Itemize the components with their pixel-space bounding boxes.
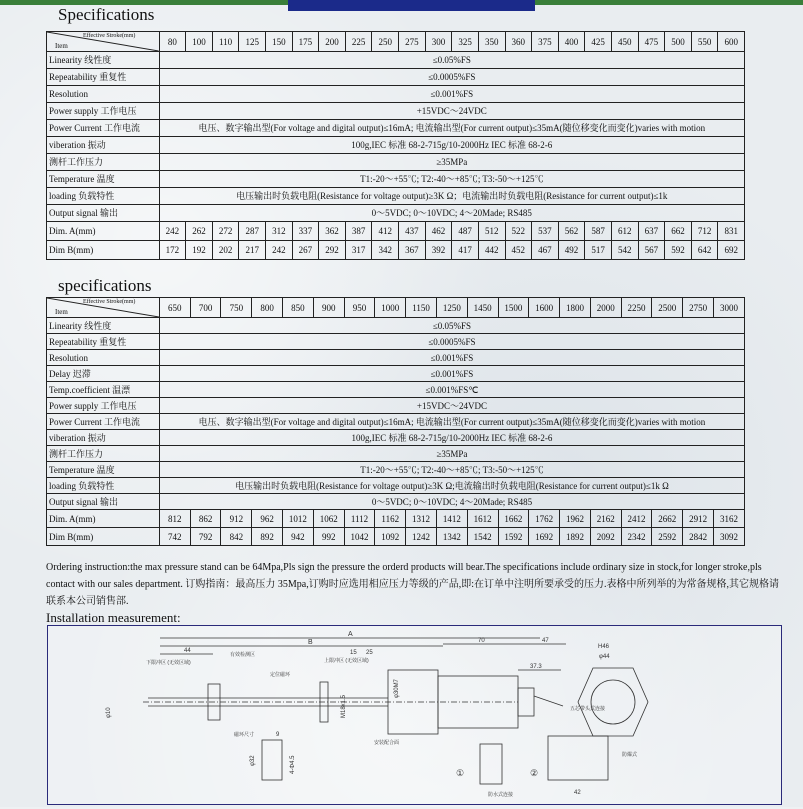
- dim-b-label: Dim B(mm): [47, 528, 160, 546]
- spec-row-value: ≤0.05%FS: [159, 318, 744, 334]
- dim-b-value: 1542: [467, 528, 498, 546]
- explosion-label: 防爆式: [622, 752, 638, 758]
- spec-row-label: Repeatability 重复性: [47, 69, 160, 86]
- stroke-value: 80: [159, 32, 186, 52]
- waterproof-label: 防水式连接: [488, 792, 514, 798]
- stroke-value: 450: [611, 32, 638, 52]
- spec-row-value: ≤0.0005%FS: [159, 334, 744, 350]
- dim-a-value: 1762: [529, 510, 560, 528]
- dim-b-value: 392: [425, 241, 452, 260]
- dim-a-value: 812: [159, 510, 190, 528]
- dim-m18-text: M18x1.5: [341, 694, 347, 718]
- dim-a-value: 662: [665, 222, 692, 241]
- dim-b-value: 592: [665, 241, 692, 260]
- spec-row-label: Output signal 输出: [47, 205, 160, 222]
- spec-row-value: 100g,IEC 标准 68-2-715g/10-2000Hz IEC 标准 68-2-6: [159, 137, 744, 154]
- spec-row-label: Temp.coefficient 温漂: [47, 382, 160, 398]
- dim-a-value: 1112: [344, 510, 375, 528]
- dim-b-label: Dim B(mm): [47, 241, 160, 260]
- dim-a-value: 412: [372, 222, 399, 241]
- stroke-value: 500: [665, 32, 692, 52]
- stroke-value: 2000: [590, 298, 621, 318]
- ordering-note: Ordering instruction:the max pressure stand can be 64Mpa,Pls sign the pressure the orderd products will bear.The specifications include ordinary size in stock,for longer stroke,pls contact with our sales department. 订购指南：最高压力 35Mpa,订购时应选用相应压力等级的产品,即:在订单中注明所要承受的压力.表格中所列举的为常备规格,其它规格请联系本公司销售部.: [46, 562, 780, 607]
- dim-b-value: 942: [283, 528, 314, 546]
- dim-a-value: 242: [159, 222, 186, 241]
- spec-row-label: 测杆工作压力: [47, 154, 160, 171]
- spec-table-1: [46, 31, 745, 260]
- dim-a-value: 272: [212, 222, 239, 241]
- stroke-value: 550: [691, 32, 718, 52]
- spec-row-label: viberation 振动: [47, 137, 160, 154]
- spec-row-label: viberation 振动: [47, 430, 160, 446]
- stroke-value: 300: [425, 32, 452, 52]
- stroke-value: 2500: [652, 298, 683, 318]
- stroke-value: 250: [372, 32, 399, 52]
- cable: [534, 696, 563, 706]
- dim-b-value: 492: [558, 241, 585, 260]
- connector-2: [548, 736, 608, 780]
- spec-row-value: ≤0.0005%FS: [159, 69, 744, 86]
- spec-row-value: 电压、数字输出型(For voltage and digital output)≤16mA; 电流输出型(For current output)≤35mA(随位移变化而变化)varies with motion: [159, 120, 744, 137]
- magnet-ring-size-label: 磁环尺寸: [234, 732, 255, 738]
- section1-title: Specifications: [58, 5, 155, 24]
- dim-a-value: 337: [292, 222, 319, 241]
- effective-stroke-label: Effective Stroke(mm): [83, 33, 136, 39]
- spec-row-value: 电压、数字输出型(For voltage and digital output)≤16mA; 电流输出型(For current output)≤35mA(随位移变化而变化)varies with motion: [159, 414, 744, 430]
- dim-a-value: 2162: [590, 510, 621, 528]
- dim-a-value: 912: [221, 510, 252, 528]
- dim-b-value: 267: [292, 241, 319, 260]
- stroke-value: 700: [190, 298, 221, 318]
- stroke-value: 950: [344, 298, 375, 318]
- dim-45-text: 4-Φ4.5: [290, 755, 296, 774]
- spec-row-value: T1:-20～+55℃; T2:-40～+85℃; T3:-50～+125℃: [159, 171, 744, 188]
- spec-row-label: Linearity 线性度: [47, 318, 160, 334]
- stroke-value: 125: [239, 32, 266, 52]
- dim-b-value: 1692: [529, 528, 560, 546]
- spec-table-2: [46, 297, 745, 546]
- stroke-value: 110: [212, 32, 239, 52]
- dim-a-value: 562: [558, 222, 585, 241]
- dim-32-text: φ32: [250, 755, 256, 766]
- stroke-value: 1500: [498, 298, 529, 318]
- connector: [518, 688, 534, 716]
- spec-row-label: Power supply 工作电压: [47, 398, 160, 414]
- dim-25-text: 25: [366, 650, 373, 656]
- dim-b-value: 567: [638, 241, 665, 260]
- spec-row-label: Resolution: [47, 350, 160, 366]
- dim-a-value: 522: [505, 222, 532, 241]
- dim-b-value: 242: [266, 241, 293, 260]
- stroke-value: 225: [345, 32, 372, 52]
- top-blue-tab: [288, 0, 535, 11]
- dim-a-value: 2662: [652, 510, 683, 528]
- spec-row-value: T1:-20～+55℃; T2:-40～+85℃; T3:-50～+125℃: [159, 462, 744, 478]
- spec-row-label: 测杆工作压力: [47, 446, 160, 462]
- dim-a-value: 512: [478, 222, 505, 241]
- item-label: Item: [55, 308, 68, 316]
- dim-a-value: 312: [266, 222, 293, 241]
- dim-b-value: 172: [159, 241, 186, 260]
- spec-row-value: 100g,IEC 标准 68-2-715g/10-2000Hz IEC 标准 68-2-6: [159, 430, 744, 446]
- stroke-value: 900: [313, 298, 344, 318]
- dim-a-value: 462: [425, 222, 452, 241]
- stroke-value: 1150: [406, 298, 437, 318]
- dim-b-value: 1592: [498, 528, 529, 546]
- dim-b-value: 2842: [683, 528, 714, 546]
- dim-a-value: 287: [239, 222, 266, 241]
- dim-b-value: 842: [221, 528, 252, 546]
- spec-row-label: Temperature 温度: [47, 171, 160, 188]
- dim-b-value: 292: [319, 241, 346, 260]
- spec-row-value: ≤0.05%FS: [159, 52, 744, 69]
- dim-b-value: 1892: [560, 528, 591, 546]
- dim-a-value: 612: [611, 222, 638, 241]
- dim-a-value: 1962: [560, 510, 591, 528]
- dim-b-value: 2592: [652, 528, 683, 546]
- stroke-value: 1000: [375, 298, 406, 318]
- stroke-value: 2250: [621, 298, 652, 318]
- dim-a-label: Dim. A(mm): [47, 222, 160, 241]
- dim-phi30-text: φ30M7: [394, 679, 400, 698]
- dim-47-text: 47: [542, 638, 549, 644]
- dim-a-value: 587: [585, 222, 612, 241]
- dim-b-value: 992: [313, 528, 344, 546]
- spec-row-label: Repeatability 重复性: [47, 334, 160, 350]
- stroke-value: 350: [478, 32, 505, 52]
- dim-a-value: 1162: [375, 510, 406, 528]
- stroke-value: 750: [221, 298, 252, 318]
- dim-b-value: 1092: [375, 528, 406, 546]
- table2-header-cell: [47, 298, 160, 318]
- spec-row-value: ≤0.001%FS℃: [159, 382, 744, 398]
- spec-row-label: Power Current 工作电流: [47, 414, 160, 430]
- spec-row-label: Output signal 输出: [47, 494, 160, 510]
- spec-row-value: 电压输出时负载电阻(Resistance for voltage output)≥3K Ω;电流输出时负载电阻(Resistance for current output)≤1k Ω: [159, 478, 744, 494]
- dim-h46-text: H46: [598, 644, 610, 650]
- spec-row-value: ≤0.001%FS: [159, 350, 744, 366]
- stroke-value: 850: [283, 298, 314, 318]
- hex-end-view: [578, 668, 648, 736]
- stroke-value: 650: [159, 298, 190, 318]
- item-label: Item: [55, 42, 68, 50]
- dim-b-value: 367: [399, 241, 426, 260]
- stroke-value: 600: [718, 32, 745, 52]
- dim-a-value: 2912: [683, 510, 714, 528]
- stroke-value: 800: [252, 298, 283, 318]
- stroke-value: 360: [505, 32, 532, 52]
- dim-b-value: 517: [585, 241, 612, 260]
- dim-42-text: 42: [574, 790, 581, 796]
- spec-row-value: 0～5VDC; 0～10VDC; 4～20Made; RS485: [159, 494, 744, 510]
- stroke-value: 1800: [560, 298, 591, 318]
- dim-b-value: 1242: [406, 528, 437, 546]
- dim-phi10-text: φ10: [106, 707, 112, 718]
- dim-a-value: 1312: [406, 510, 437, 528]
- dim-b-value: 3092: [713, 528, 744, 546]
- spec-row-label: Power supply 工作电压: [47, 103, 160, 120]
- dim-44-text: 44: [184, 648, 191, 654]
- spec-row-value: ≤0.001%FS: [159, 366, 744, 382]
- effective-stroke-label: Effective Stroke(mm): [83, 299, 136, 305]
- dim-a-value: 2412: [621, 510, 652, 528]
- dim-9-text: 9: [276, 732, 280, 738]
- spec-row-label: Resolution: [47, 86, 160, 103]
- dim-a-text: A: [348, 631, 353, 638]
- dim-a-value: 1662: [498, 510, 529, 528]
- positioning-magnet-label: 定位磁环: [270, 672, 291, 678]
- dim-a-value: 387: [345, 222, 372, 241]
- stroke-value: 375: [532, 32, 559, 52]
- dim-b-value: 417: [452, 241, 479, 260]
- magnet-detail: [262, 740, 282, 780]
- pressure-seal-label: 安装配合面: [374, 740, 400, 746]
- spec-row-label: Linearity 线性度: [47, 52, 160, 69]
- dim-a-value: 862: [190, 510, 221, 528]
- dim-a-value: 962: [252, 510, 283, 528]
- spec-row-value: ≥35MPa: [159, 154, 744, 171]
- dim-b-text: B: [308, 639, 313, 646]
- dim-b-value: 2342: [621, 528, 652, 546]
- dim-a-value: 637: [638, 222, 665, 241]
- dim-b-value: 192: [186, 241, 213, 260]
- dim-b-value: 317: [345, 241, 372, 260]
- stroke-value: 200: [319, 32, 346, 52]
- section2-title: specifications: [58, 276, 152, 295]
- dim-b-value: 342: [372, 241, 399, 260]
- end-circle: [591, 680, 635, 724]
- dim-a-value: 262: [186, 222, 213, 241]
- spec-row-value: 0～5VDC; 0～10VDC; 4～20Made; RS485: [159, 205, 744, 222]
- dim-a-value: 437: [399, 222, 426, 241]
- installation-title: Installation measurement:: [46, 610, 181, 625]
- spec-row-label: loading 负载特性: [47, 478, 160, 494]
- spec-row-label: Power Current 工作电流: [47, 120, 160, 137]
- dim-a-label: Dim. A(mm): [47, 510, 160, 528]
- spec-row-label: loading 负载特性: [47, 188, 160, 205]
- lower-stroke-label: 下限冲区 (无效区域): [146, 660, 191, 666]
- measure-zone-label: 有效检测区: [230, 652, 256, 658]
- dim-b-value: 642: [691, 241, 718, 260]
- stroke-value: 100: [186, 32, 213, 52]
- installation-drawing: [47, 625, 782, 805]
- dim-b-value: 742: [159, 528, 190, 546]
- dim-a-value: 3162: [713, 510, 744, 528]
- dim-b-value: 1042: [344, 528, 375, 546]
- upper-stroke-label: 上限冲区 (无效区域): [324, 658, 369, 664]
- connector-1-number: ①: [456, 768, 465, 778]
- spec-row-value: +15VDC～24VDC: [159, 398, 744, 414]
- spec-row-value: +15VDC～24VDC: [159, 103, 744, 120]
- dim-70-text: 70: [478, 638, 485, 644]
- dim-b-value: 2092: [590, 528, 621, 546]
- stroke-value: 150: [266, 32, 293, 52]
- stroke-value: 475: [638, 32, 665, 52]
- connector-1: [480, 744, 502, 784]
- dim-37-text: 37.3: [530, 664, 542, 670]
- dim-b-value: 1342: [436, 528, 467, 546]
- spec-row-value: ≥35MPa: [159, 446, 744, 462]
- dim-b-value: 442: [478, 241, 505, 260]
- dim-a-value: 537: [532, 222, 559, 241]
- stroke-value: 1450: [467, 298, 498, 318]
- stroke-value: 175: [292, 32, 319, 52]
- table1-header-cell: [47, 32, 160, 52]
- dim-15-text: 15: [350, 650, 357, 656]
- spec-row-label: Delay 迟滞: [47, 366, 160, 382]
- dim-b-value: 892: [252, 528, 283, 546]
- stroke-value: 425: [585, 32, 612, 52]
- dim-b-value: 217: [239, 241, 266, 260]
- dim-a-value: 1412: [436, 510, 467, 528]
- dim-a-value: 712: [691, 222, 718, 241]
- connector-2-number: ②: [530, 768, 539, 778]
- dim-phi44-text: φ44: [599, 654, 610, 660]
- stroke-value: 400: [558, 32, 585, 52]
- dim-b-value: 467: [532, 241, 559, 260]
- dim-a-value: 1062: [313, 510, 344, 528]
- stroke-value: 1600: [529, 298, 560, 318]
- dim-b-value: 452: [505, 241, 532, 260]
- dim-a-value: 831: [718, 222, 745, 241]
- stroke-value: 1250: [436, 298, 467, 318]
- dim-a-value: 1012: [283, 510, 314, 528]
- stroke-value: 2750: [683, 298, 714, 318]
- spec-row-label: Temperature 温度: [47, 462, 160, 478]
- spec-row-value: ≤0.001%FS: [159, 86, 744, 103]
- dim-a-value: 362: [319, 222, 346, 241]
- dim-a-value: 1612: [467, 510, 498, 528]
- dim-b-value: 792: [190, 528, 221, 546]
- stroke-value: 3000: [713, 298, 744, 318]
- stroke-value: 275: [399, 32, 426, 52]
- dim-b-value: 202: [212, 241, 239, 260]
- cable-label: 五芯带头式连接: [570, 706, 606, 712]
- dim-a-value: 487: [452, 222, 479, 241]
- dim-b-value: 542: [611, 241, 638, 260]
- dim-b-value: 692: [718, 241, 745, 260]
- spec-row-value: 电压输出时负载电阻(Resistance for voltage output)≥3K Ω；电流输出时负载电阻(Resistance for current output)≤1k: [159, 188, 744, 205]
- stroke-value: 325: [452, 32, 479, 52]
